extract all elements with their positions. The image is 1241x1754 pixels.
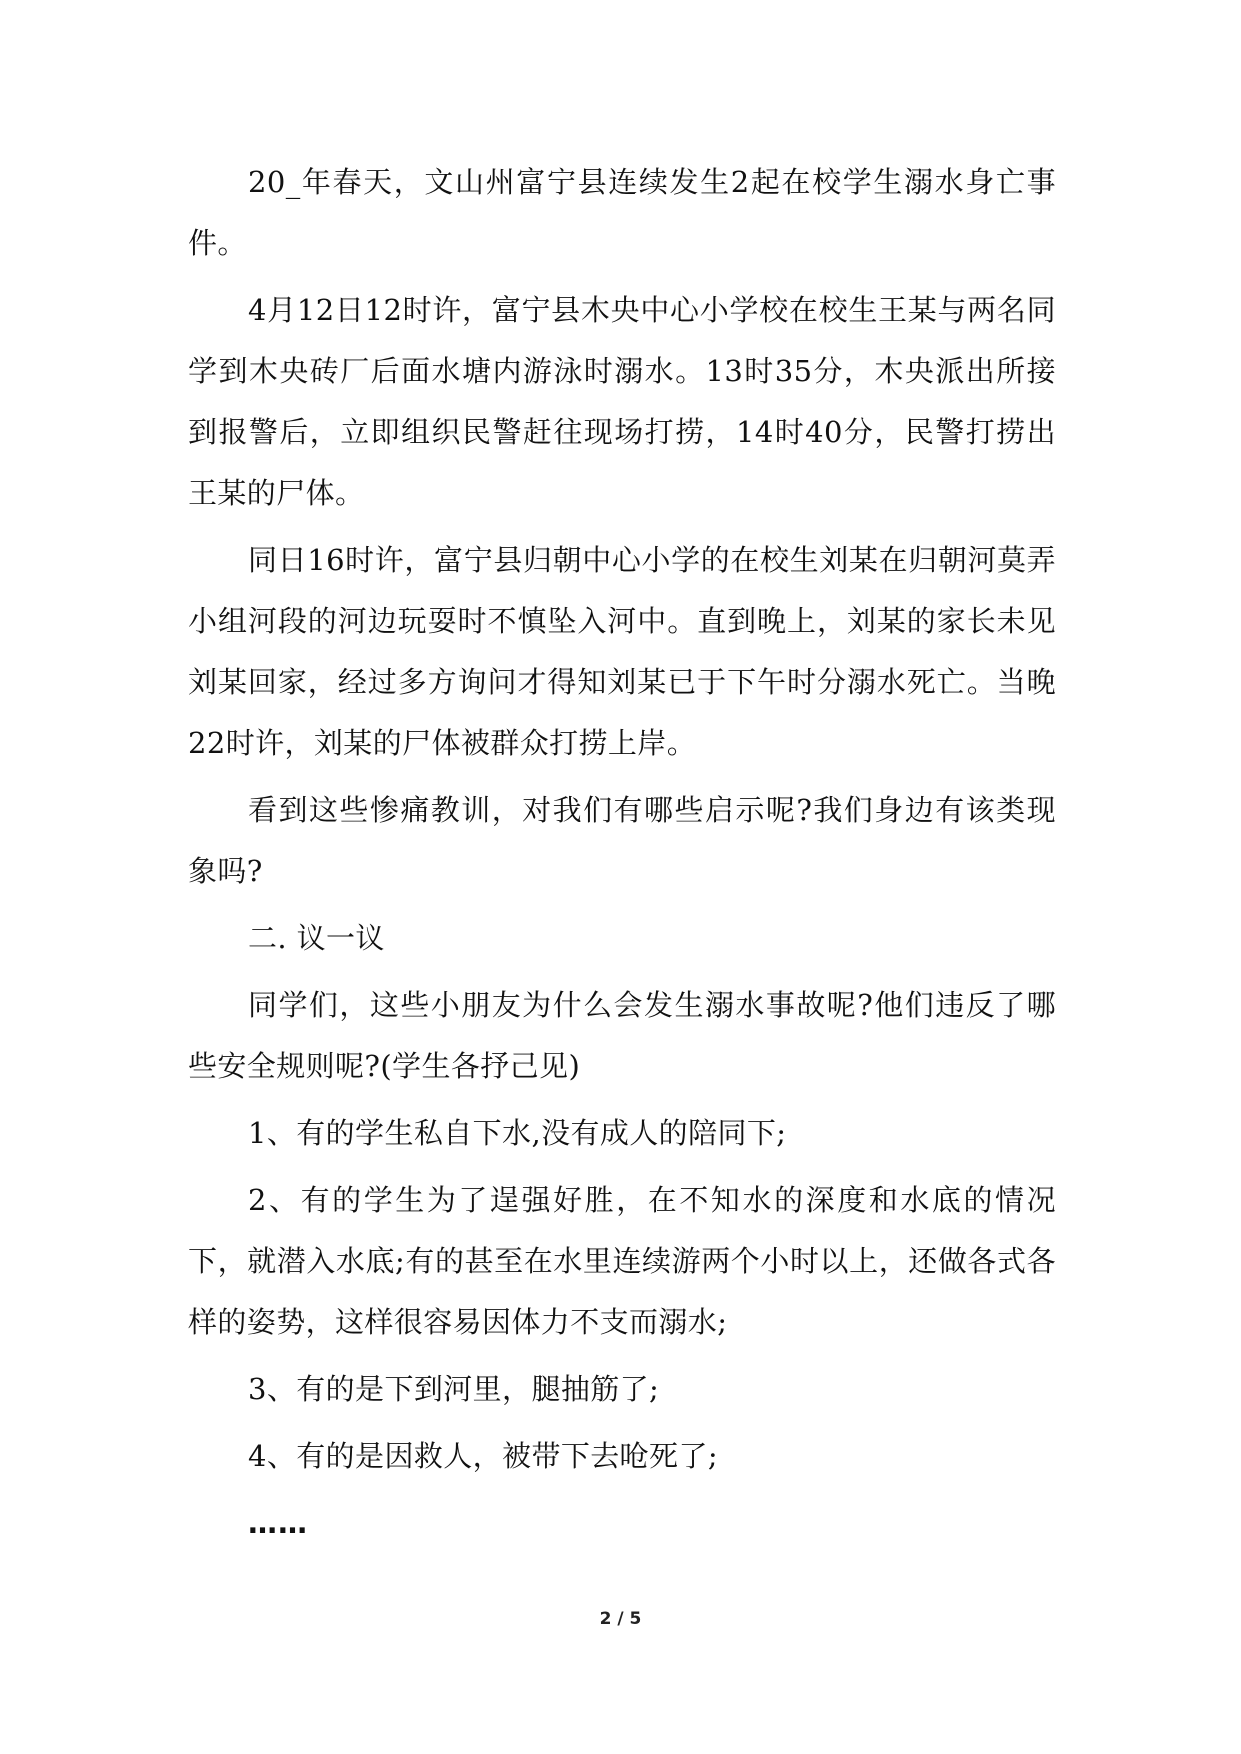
list-item-reason-1: 1、有的学生私自下水,没有成人的陪同下; [248, 1116, 787, 1150]
ellipsis: …… [248, 1506, 308, 1540]
paragraph-discussion-question: 同学们，这些小朋友为什么会发生溺水事故呢?他们违反了哪些安全规则呢?(学生各抒己见) [188, 988, 1056, 1083]
list-item-reason-2: 2、有的学生为了逞强好胜，在不知水的深度和水底的情况下，就潜入水底;有的甚至在水里连续游两个小时以上，还做各式各样的姿势，这样很容易因体力不支而溺水; [188, 1183, 1056, 1339]
page-number: 2 / 5 [599, 1609, 642, 1629]
list-item-reason-4: 4、有的是因救人，被带下去呛死了; [248, 1439, 719, 1473]
paragraph-incident-summary: 20_年春天，文山州富宁县连续发生2起在校学生溺水身亡事件。 [188, 165, 1056, 260]
paragraph-incident-two: 同日16时许，富宁县归朝中心小学的在校生刘某在归朝河莫弄小组河段的河边玩耍时不慎坠入河中。直到晚上，刘某的家长未见刘某回家，经过多方询问才得知刘某已于下午时分溺水死亡。当晚22时许，刘某的尸体被群众打捞上岸。 [188, 543, 1056, 760]
paragraph-incident-one: 4月12日12时许，富宁县木央中心小学校在校生王某与两名同学到木央砖厂后面水塘内游泳时溺水。13时35分，木央派出所接到报警后，立即组织民警赶往现场打捞，14时40分，民警打捞出王某的尸体。 [188, 293, 1056, 510]
paragraph-reflection-question: 看到这些惨痛教训，对我们有哪些启示呢?我们身边有该类现象吗? [188, 793, 1056, 888]
document-body [188, 152, 1056, 1554]
list-item-reason-3: 3、有的是下到河里，腿抽筋了; [248, 1372, 660, 1406]
section-heading-discuss: 二. 议一议 [248, 921, 385, 955]
